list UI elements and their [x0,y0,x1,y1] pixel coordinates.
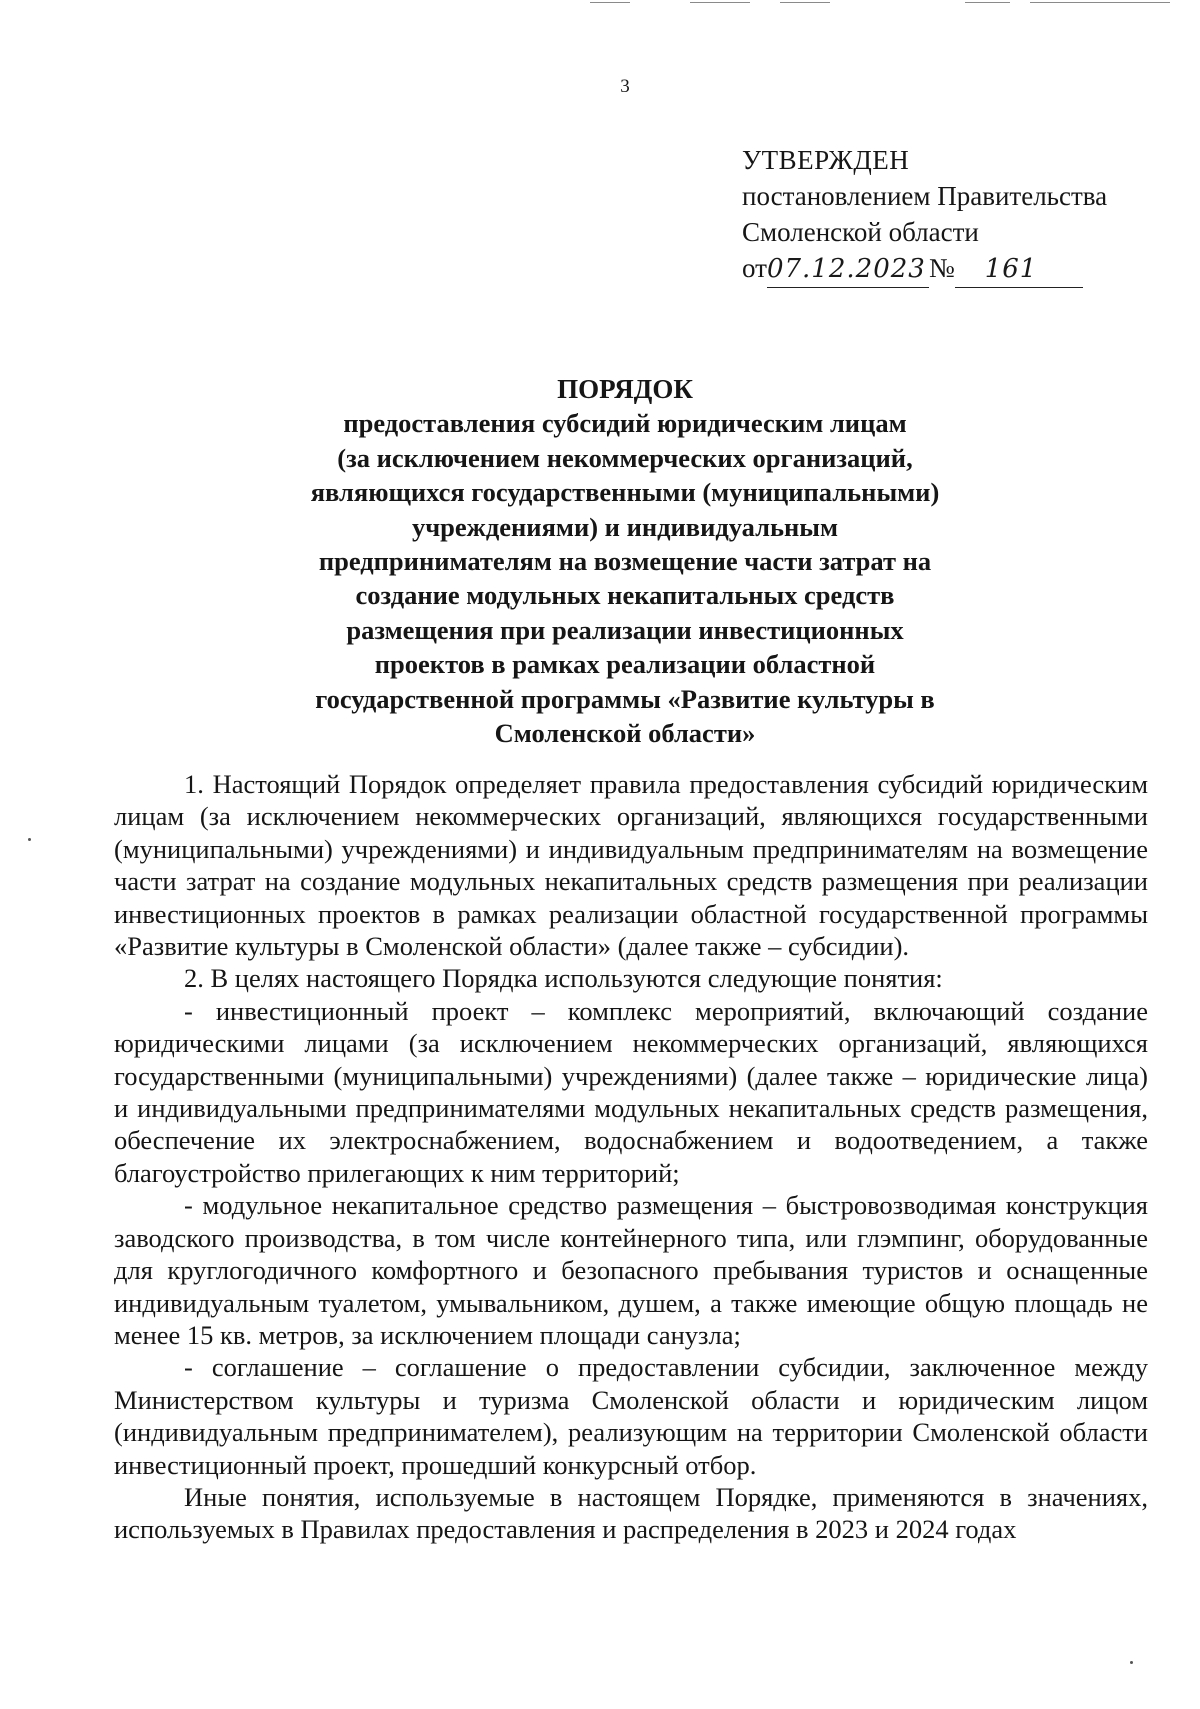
document-body [114,768,1148,1546]
heading-line: размещения при реализации инвестиционных [346,614,904,645]
document-heading [175,372,1075,750]
body-paragraph: 2. В целях настоящего Порядка используются следующие понятия: [184,963,943,994]
scan-artifact-line [690,2,750,3]
heading-line: государственной программы «Развитие культуры в [315,683,935,714]
page-number: 3 [620,76,630,97]
body-paragraph: Иные понятия, используемые в настоящем Порядке, применяются в значениях, используемых в Правилах предоставления и распределения в 2023 и 2024 годах [114,1481,1148,1545]
scan-artifact-line [1030,2,1170,3]
body-paragraph: - инвестиционный проект – комплекс мероприятий, включающий создание юридическими лицами (за исключением некоммерческих организаций, являющихся государственными (муниципальными) учреждениями) (далее также – юридические лица) и индивидуальными предпринимателями модульных некапитальных средств размещения, обеспечение их электроснабжением, водоснабжением и водоотведением, а также благоустройство прилегающих к ним территорий; [114,995,1148,1188]
body-paragraph: - модульное некапитальное средство размещения – быстровозводимая конструкция заводского производства, в том числе контейнерного типа, или глэмпинг, оборудованные для круглогодичного комфортного и безопасного пребывания туристов и оснащенные индивидуальным туалетом, умывальником, душем, а также имеющие общую площадь не менее 15 кв. метров, за исключением площади санузла; [114,1190,1148,1350]
heading-line: предоставления субсидий юридическим лицам [343,408,907,439]
scan-artifact-dot [1130,1661,1133,1664]
scan-artifact-line [965,2,1010,3]
heading-line: создание модульных некапитальных средств [355,580,895,611]
heading-line: (за исключением некоммерческих организаций, [337,442,913,473]
document-title: ПОРЯДОК [557,374,693,404]
handwritten-number: 161 [955,251,1083,288]
scan-artifact-line [590,2,630,3]
approval-stamp [742,142,1107,288]
approval-line: постановлением Правительства [742,181,1108,211]
approval-line: Смоленской области [742,217,979,247]
heading-line: Смоленской области» [494,718,756,749]
approval-from-prefix: от [742,253,767,283]
body-paragraph: 1. Настоящий Порядок определяет правила предоставления субсидий юридическим лицам (за исключением некоммерческих организаций, являющихся государственными (муниципальными) учреждениями) и индивидуальным предпринимателям на возмещение части затрат на создание модульных некапитальных средств размещения при реализации инвестиционных проектов в рамках реализации областной государственной программы «Развитие культуры в Смоленской области» (далее также – субсидии). [114,769,1148,962]
scan-artifact-line [780,2,830,3]
body-paragraph: - соглашение – соглашение о предоставлении субсидии, заключенное между Министерством культуры и туризма Смоленской области и юридическим лицом (индивидуальным предпринимателем), реализующим на территории Смоленской области инвестиционный проект, прошедший конкурсный отбор. [114,1352,1148,1480]
heading-line: являющихся государственными (муниципальными) [310,477,940,508]
approval-date-number [742,250,1107,288]
heading-line: проектов в рамках реализации областной [374,649,876,680]
scan-artifact-dot [28,838,31,841]
heading-line: учреждениями) и индивидуальным [411,511,839,542]
number-sign: № [928,253,955,283]
handwritten-date: 07.12.2023 [767,251,929,288]
approval-title: УТВЕРЖДЕН [742,145,910,175]
heading-line: предпринимателям на возмещение части затрат на [318,546,932,577]
